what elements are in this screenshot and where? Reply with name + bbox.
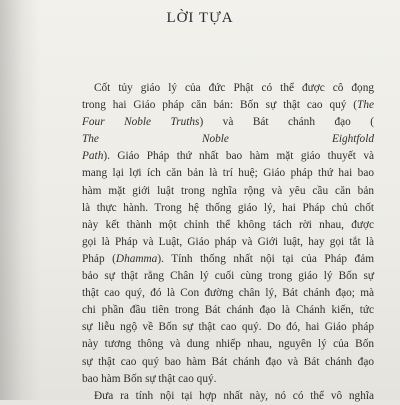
text-line (82, 285, 374, 302)
page-gutter-shadow (0, 0, 40, 400)
text-line (82, 148, 374, 165)
line-text: ) và Bát chánh đạo ( (199, 116, 374, 129)
line-text: này tương thông và dung nhiếp nhau, nguyên lý của Bốn (82, 338, 374, 351)
line-text: Đưa ra tính nội tại hợp nhất này, nó có thể vô nghĩa (94, 389, 374, 402)
italic-term: Path (82, 150, 104, 163)
line-text: bảo sự thật rằng Chân lý cuối cùng trong giáo lý Bốn sự (82, 270, 374, 283)
text-line (82, 114, 374, 131)
line-text: bao hàm Bốn sự thật cao quý. (82, 372, 217, 385)
line-text: mang lại lợi ích căn bản là trí huệ; Giáo pháp thứ hai bao (82, 167, 374, 180)
line-text: ). Tính thống nhất nội tại của Pháp đảm (157, 252, 374, 265)
page-title: LỜI TỰA (166, 10, 234, 26)
line-text: hàm mặt giới luật trong nghĩa rộng và yêu cầu căn bản (82, 184, 374, 197)
body-text (82, 80, 374, 405)
text-line (82, 97, 374, 114)
text-line (82, 165, 374, 182)
line-text: gọi là Pháp và Luật, Giáo pháp và Giới luật, hay gọi tắt là (82, 235, 374, 248)
italic-term: Four Noble Truths (82, 116, 200, 129)
line-text: là thực hành. Trong hệ thống giáo lý, hai Pháp chủ chốt (82, 201, 374, 214)
text-line (82, 336, 374, 353)
text-line (82, 234, 374, 251)
text-line (82, 268, 374, 285)
text-line (82, 354, 374, 371)
line-text: sự thật cao quý bao hàm Bát chánh đạo và Bát chánh đạo (82, 355, 374, 368)
text-line (82, 251, 374, 268)
line-text: chi phần đầu tiên trong Bát chánh đạo là Chánh kiến, tức (82, 304, 374, 317)
text-line (82, 217, 374, 234)
italic-term: The Noble Eightfold (82, 133, 374, 146)
text-line (82, 302, 374, 319)
italic-term: The (357, 99, 374, 112)
text-line (82, 80, 374, 97)
line-text: Pháp ( (82, 252, 116, 265)
text-line (82, 388, 374, 405)
line-text: thật cao quý, đó là Con đường chân lý, Bát chánh đạo; mà (82, 287, 374, 300)
line-text: này kết thành một chỉnh thể không tách rời nhau, được (82, 218, 374, 231)
line-text: trong hai Giáo pháp căn bản: Bốn sự thật cao quý ( (82, 99, 358, 112)
text-line (82, 319, 374, 336)
line-text: ). Giáo Pháp thứ nhất bao hàm mặt giáo thuyết và (103, 150, 374, 163)
line-text: Cốt tủy giáo lý của đức Phật có thể được cô đọng (94, 82, 374, 94)
text-line (82, 131, 374, 148)
text-line (82, 183, 374, 200)
text-line (82, 200, 374, 217)
italic-term: Dhamma (115, 252, 158, 265)
text-line (82, 371, 374, 388)
line-text: sự liễu ngộ về Bốn sự thật cao quý. Do đó, hai Giáo pháp (82, 321, 374, 334)
